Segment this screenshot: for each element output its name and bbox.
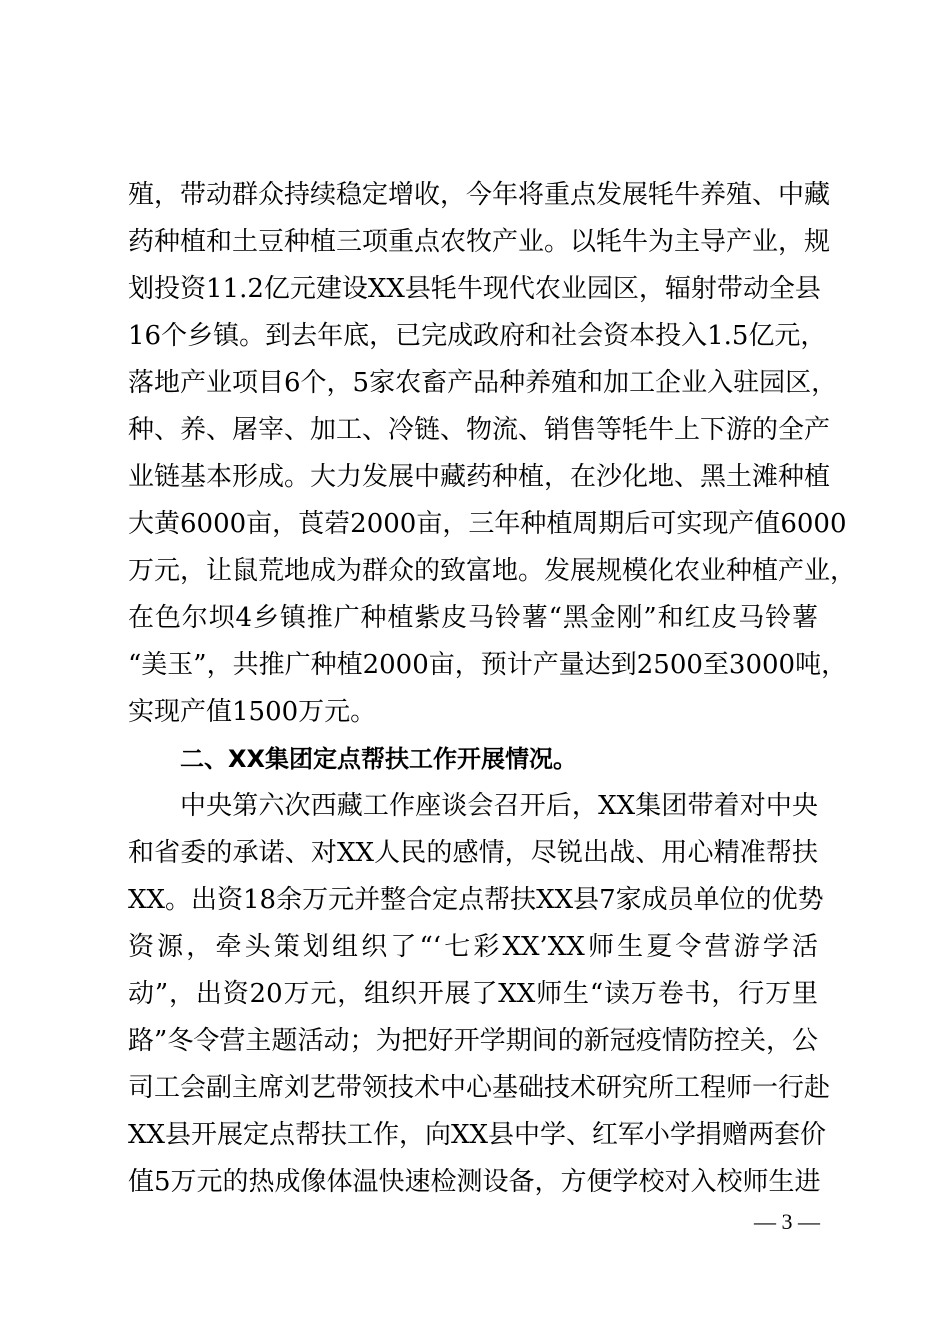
- body-text-line: 路”冬令营主题活动；为把好开学期间的新冠疫情防控关，公: [128, 1026, 818, 1056]
- body-text-line: 大黄6000亩，莨菪2000亩，三年种植周期后可实现产值6000: [128, 509, 847, 539]
- body-text-line: 落地产业项目6个，5家农畜产品种养殖和加工企业入驻园区，: [128, 368, 838, 398]
- page-number: — 3 —: [754, 1209, 820, 1234]
- body-text-line: 16个乡镇。到去年底，已完成政府和社会资本投入1.5亿元，: [128, 321, 827, 351]
- body-text-line: 划投资11.2亿元建设XX县牦牛现代农业园区，辐射带动全县: [128, 274, 821, 304]
- body-text-line: 业链基本形成。大力发展中藏药种植，在沙化地、黑土滩种植: [128, 462, 831, 492]
- body-text-line: 和省委的承诺、对XX人民的感情，尽锐出战、用心精准帮扶: [128, 838, 818, 868]
- body-text-line: “美玉”，共推广种植2000亩，预计产量达到2500至3000吨，: [128, 650, 848, 680]
- body-text-line: 动”，出资20万元，组织开展了XX师生“读万卷书，行万里: [128, 979, 818, 1009]
- body-text-line: 值5万元的热成像体温快速检测设备，方便学校对入校师生进: [128, 1167, 821, 1197]
- body-text-line: XX县开展定点帮扶工作，向XX县中学、红军小学捐赠两套价: [128, 1120, 827, 1150]
- body-text-line: XX。出资18余万元并整合定点帮扶XX县7家成员单位的优势: [128, 885, 824, 915]
- body-text-line: 药种植和土豆种植三项重点农牧产业。以牦牛为主导产业，规: [128, 227, 831, 257]
- body-text-line: 司工会副主席刘艺带领技术中心基础技术研究所工程师一行赴: [128, 1073, 831, 1103]
- section-heading: 二、XX集团定点帮扶工作开展情况。: [180, 745, 578, 773]
- body-text-line: 殖，带动群众持续稳定增收，今年将重点发展牦牛养殖、中藏: [128, 180, 831, 210]
- body-text-line: 种、养、屠宰、加工、冷链、物流、销售等牦牛上下游的全产: [128, 415, 831, 445]
- body-text-line: 中央第六次西藏工作座谈会召开后，XX集团带着对中央: [180, 791, 818, 821]
- body-text-line: 在色尔坝4乡镇推广种植紫皮马铃薯“黑金刚”和红皮马铃薯: [128, 603, 818, 633]
- body-text-line: 资源，牵头策划组织了“‘七彩XX’XX师生夏令营游学活: [128, 932, 818, 962]
- body-text-line: 万元，让鼠荒地成为群众的致富地。发展规模化农业种植产业，: [128, 556, 857, 586]
- body-text-line: 实现产值1500万元。: [128, 697, 377, 727]
